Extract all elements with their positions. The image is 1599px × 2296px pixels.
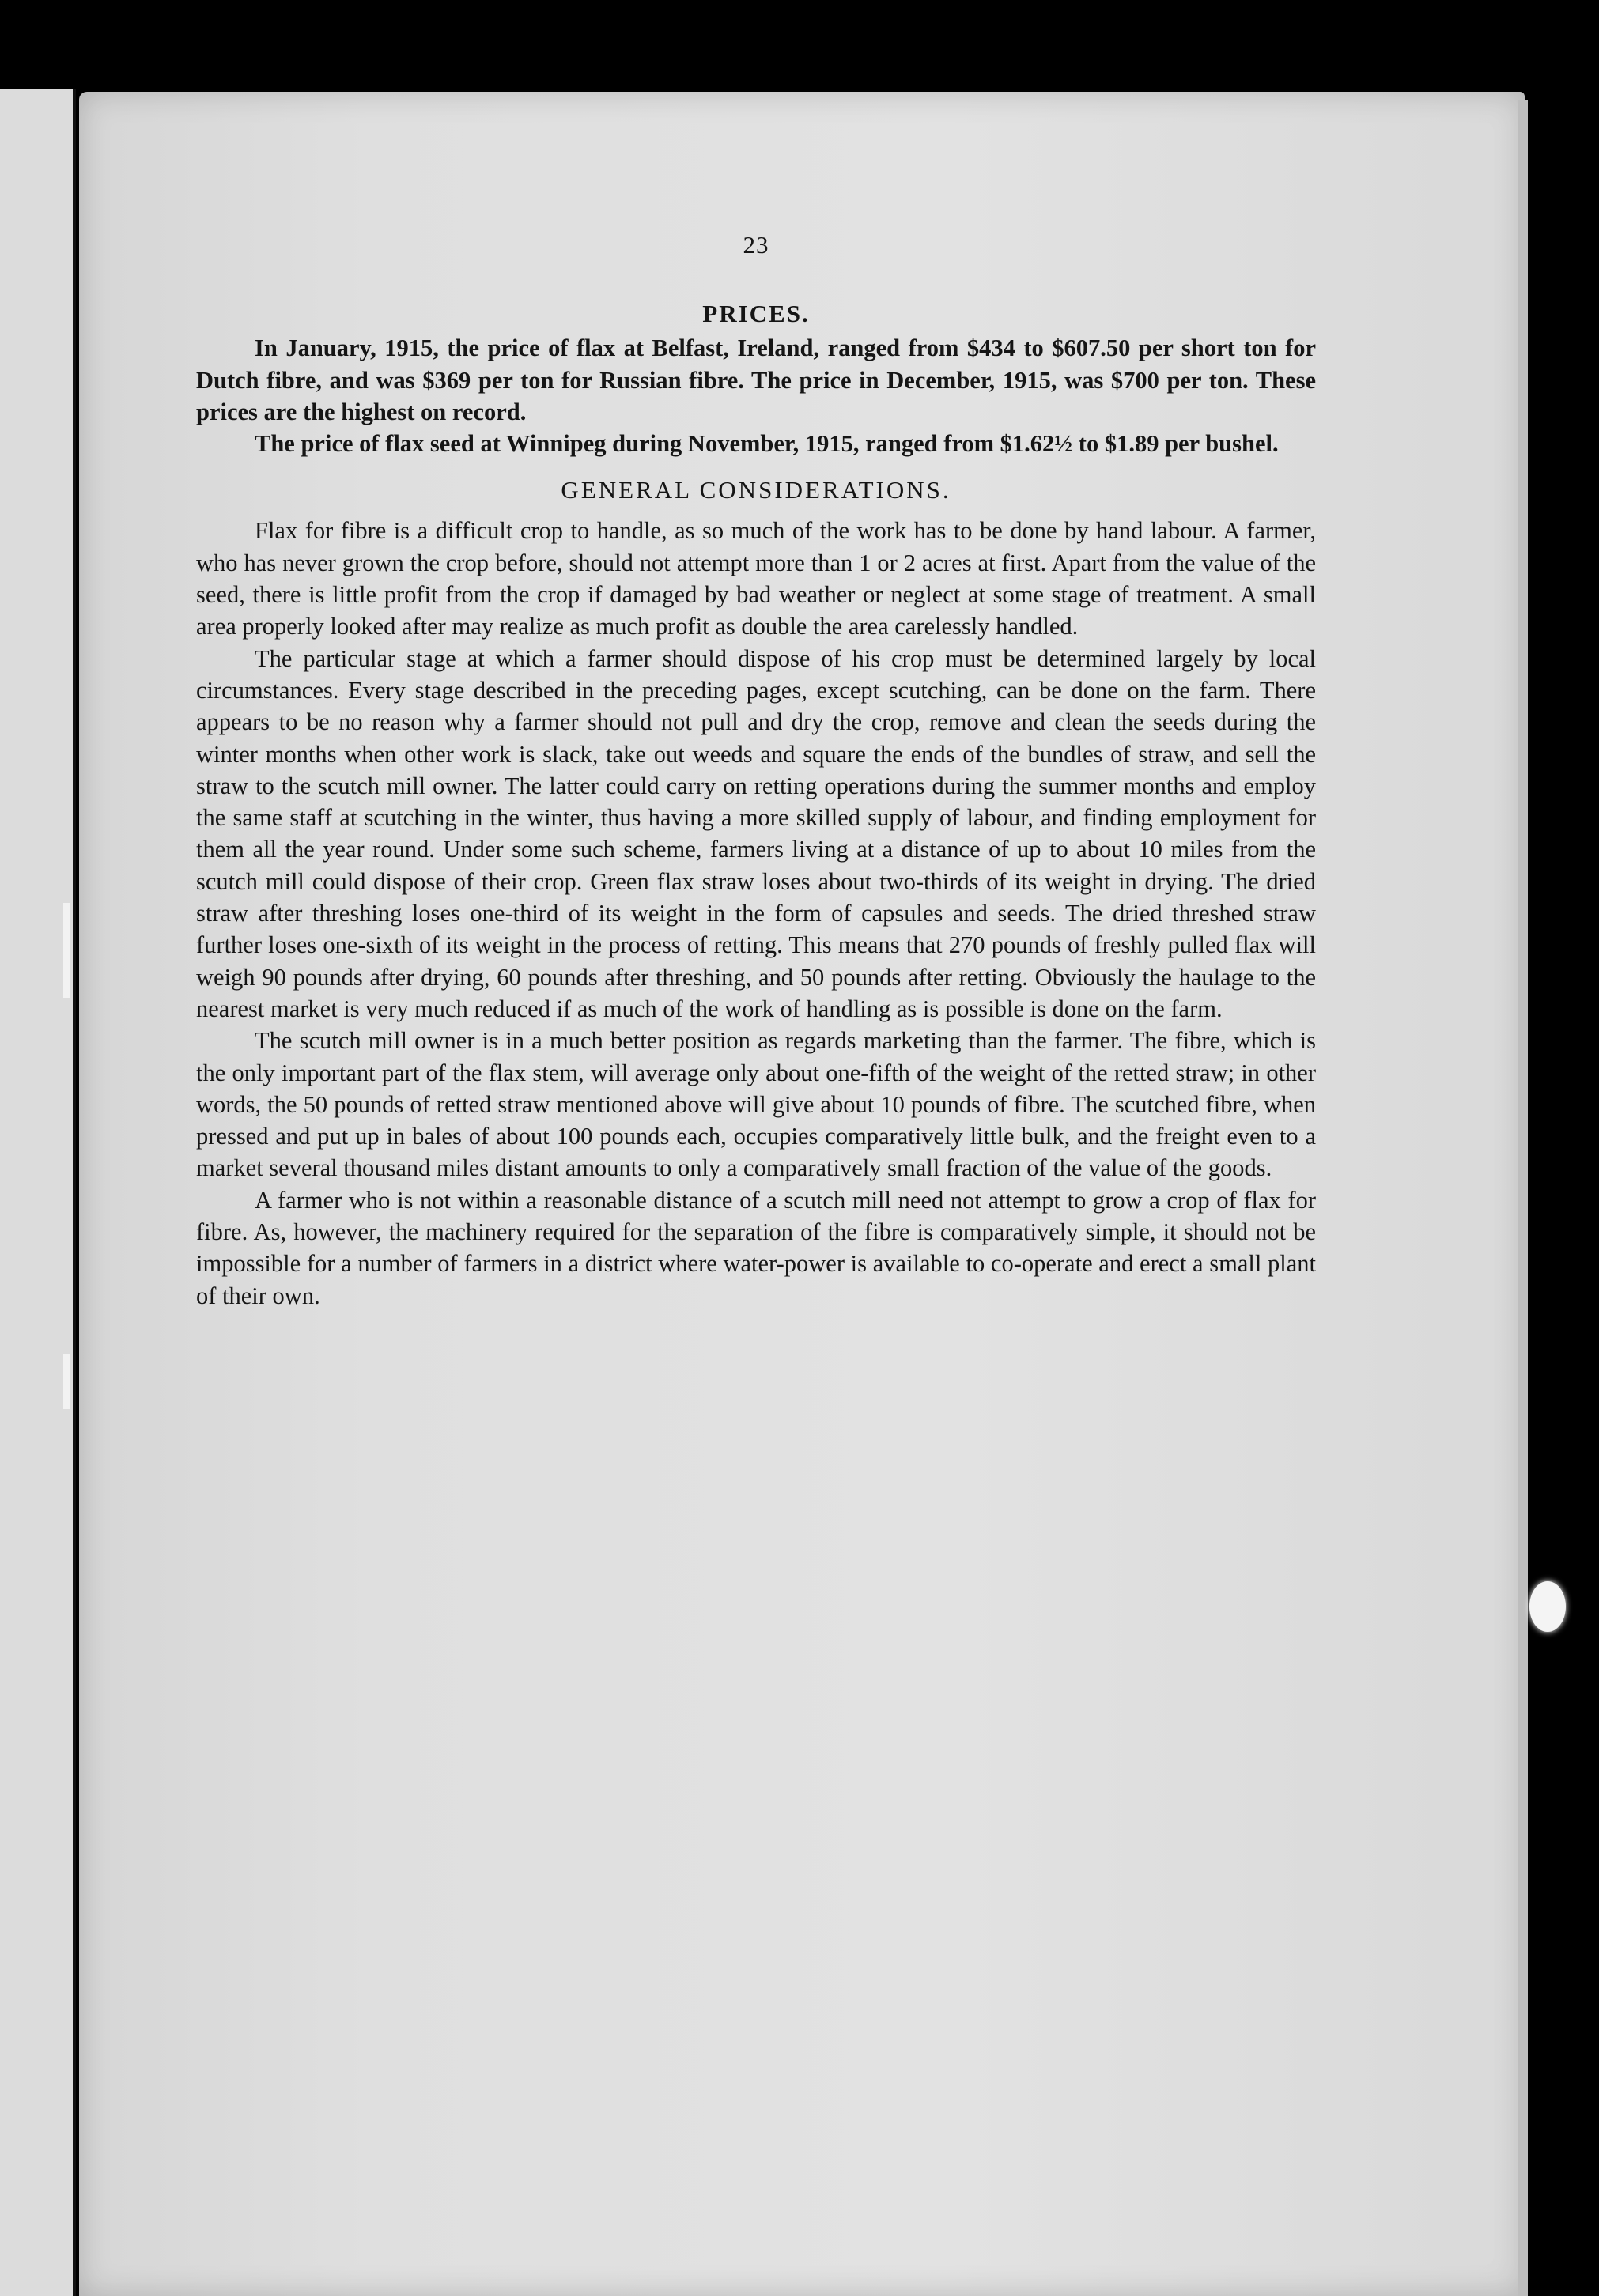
page-text (196, 229, 1316, 1312)
general-considerations-heading: GENERAL CONSIDERATIONS. (561, 476, 951, 504)
general-paragraph-3: The scutch mill owner is in a much better position as regards marketing than the farmer. The fibre, which is the only important part of the flax stem, will average only about one-fifth of the weight of the retted straw; in other words, the 50 pounds of retted straw mentioned above will give about 10 pounds of fibre. The scutched fibre, when pressed and put up in bales of about 100 pounds each, occupies comparatively little bulk, and the freight even to a market several thousand miles distant amounts to only a comparatively small fraction of the value of the goods. (196, 1027, 1316, 1182)
page-number: 23 (743, 231, 769, 259)
page-right-edge (1518, 100, 1528, 2296)
general-paragraph-1: Flax for fibre is a difficult crop to handle, as so much of the work has to be done by hand labour. A farmer, who has never grown the crop before, should not attempt more than 1 or 2 acres at first. Apart from the value of the seed, there is little profit from the crop if damaged by bad weather or neglect at some stage of treatment. A small area properly looked after may realize as much profit as double the area carelessly handled. (196, 517, 1316, 640)
general-paragraph-4: A farmer who is not within a reasonable distance of a scutch mill need not attempt to grow a crop of flax for fibre. As, however, the machinery required for the separation of the fibre is comparatively simple, it should not be impossible for a number of farmers in a district where water-power is available to co-operate and erect a small plant of their own. (196, 1186, 1316, 1309)
prices-paragraph-2: The price of flax seed at Winnipeg during November, 1915, ranged from $1.62½ to $1.89 per bushel. (255, 430, 1279, 458)
edge-mark (63, 1354, 70, 1409)
prices-heading: PRICES. (702, 300, 810, 328)
general-paragraph-2: The particular stage at which a farmer should dispose of his crop must be determined largely by local circumstances. Every stage described in the preceding pages, except scutching, can be done on the farm. There appears to be no reason why a farmer should not pull and dry the crop, remove and clean the seeds during the winter months when other work is slack, take out weeds and square the ends of the bundles of straw, and sell the straw to the scutch mill owner. The latter could carry on retting operations during the summer months and employ the same staff at scutching in the winter, thus having a more skilled supply of labour, and finding employment for them all the year round. Under some such scheme, farmers living at a distance of up to about 10 miles from the scutch mill could dispose of their crop. Green flax straw loses about two-thirds of its weight in drying. The dried straw after threshing loses one-third of its weight in the form of capsules and seeds. The dried threshed straw further loses one-sixth of its weight in the process of retting. This means that 270 pounds of freshly pulled flax will weigh 90 pounds after drying, 60 pounds after threshing, and 50 pounds after retting. Obviously the haulage to the nearest market is very much reduced if as much of the work of handling as is possible is done on the farm. (196, 644, 1316, 1022)
edge-mark (63, 903, 70, 998)
facing-page-edge (0, 89, 76, 2296)
prices-paragraph-1: In January, 1915, the price of flax at Belfast, Ireland, ranged from $434 to $607.50 per short ton for Dutch fibre, and was $369 per ton for Russian fibre. The price in December, 1915, was $700 per ton. These prices are the highest on record. (196, 334, 1316, 425)
paper-smudge (1529, 1581, 1566, 1632)
